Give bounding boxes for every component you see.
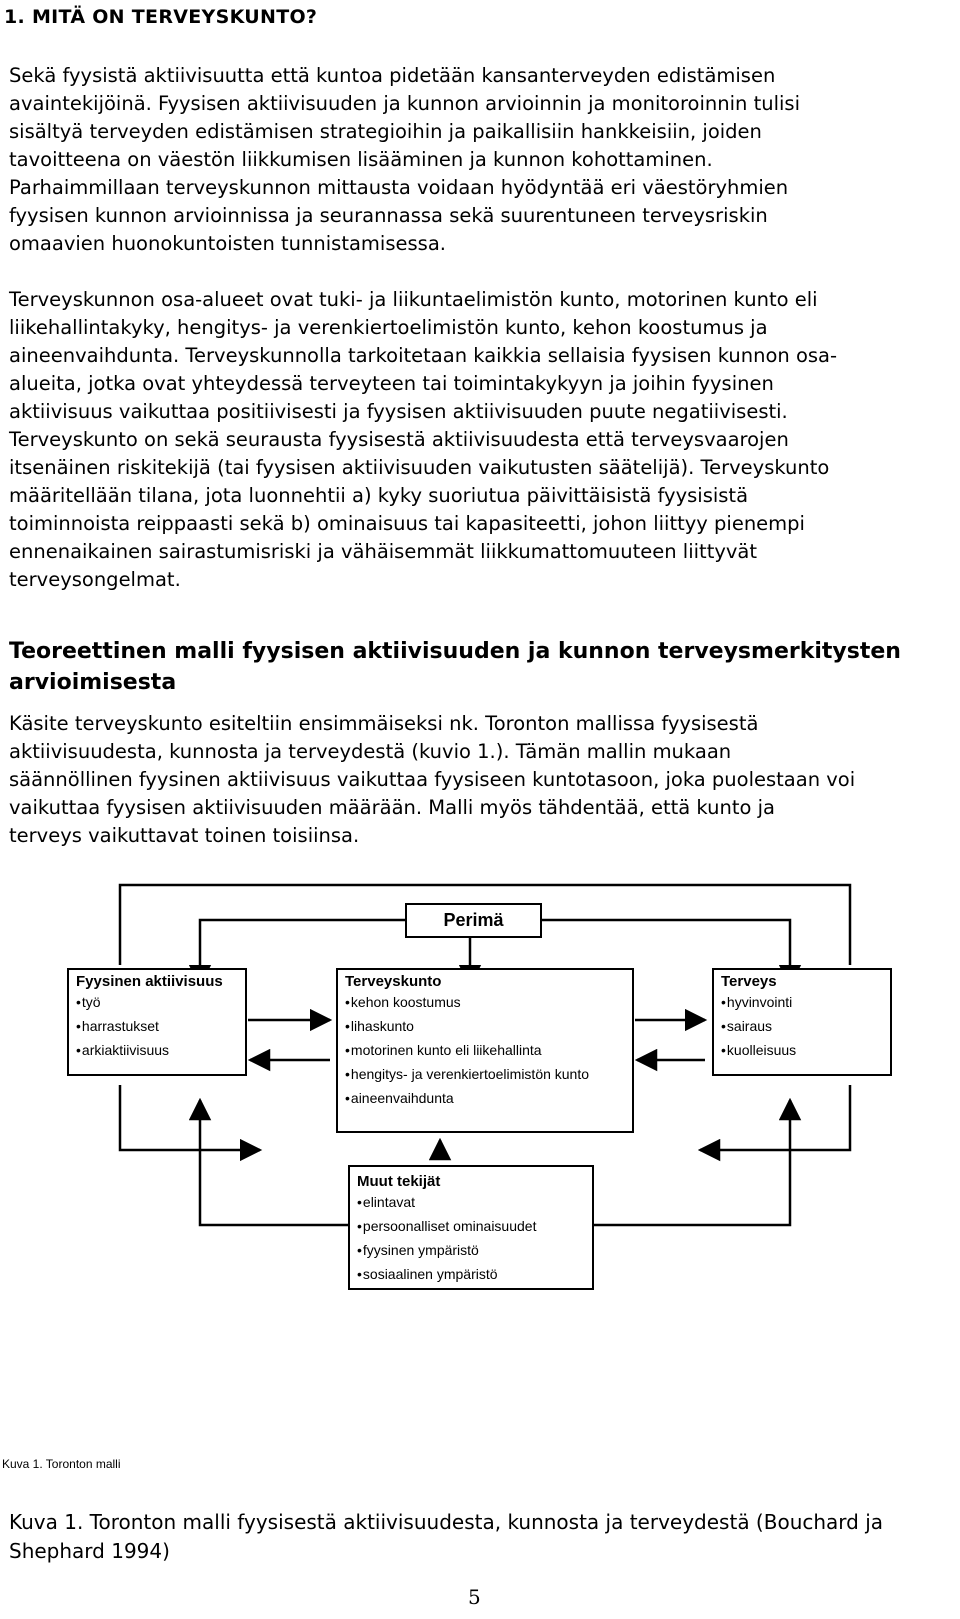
- text-line: tavoitteena on väestön liikkumisen lisääminen ja kunnon kohottaminen.: [9, 148, 713, 171]
- text-line: Parhaimmillaan terveyskunnon mittausta voidaan hyödyntää eri väestöryhmien: [9, 176, 789, 199]
- list-item: • sosiaalinen ympäristö: [357, 1262, 585, 1286]
- box-title: Muut tekijät: [357, 1173, 441, 1190]
- list-item: • lihaskunto: [345, 1014, 625, 1038]
- text-line: avaintekijöinä. Fyysisen aktiivisuuden ja kunnon arvioinnin ja monitoroinnin tulisi: [9, 92, 801, 115]
- text-line: Käsite terveyskunto esiteltiin ensimmäiseksi nk. Toronton mallissa fyysisestä: [9, 712, 759, 735]
- text-line: ennenaikainen sairastumisriski ja vähäisemmät liikkumattomuuteen liittyvät: [9, 540, 758, 563]
- text-line: Terveyskunto on sekä seurausta fyysisestä aktiivisuudesta että terveysvaarojen: [9, 428, 789, 451]
- list-item: • työ: [76, 990, 238, 1014]
- text-line: aktiivisuudesta, kunnosta ja terveydestä (kuvio 1.). Tämän mallin mukaan: [9, 740, 732, 763]
- list-item: • elintavat: [357, 1190, 585, 1214]
- text-line: fyysisen kunnon arvioinnissa ja seurannassa sekä suurentuneen terveysriskin: [9, 204, 768, 227]
- text-line: aineenvaihdunta. Terveyskunnolla tarkoitetaan kaikkia sellaisia fyysisen kunnon osa-: [9, 344, 838, 367]
- list-item: • sairaus: [721, 1014, 883, 1038]
- text-line: sisältyä terveyden edistämisen strategioihin ja paikallisiin hankkeisiin, joiden: [9, 120, 762, 143]
- terveys-box: [712, 968, 892, 1076]
- text-line: itsenäinen riskitekijä (tai fyysisen aktiivisuuden vaikutusten säätelijä). Terveyskunto: [9, 456, 830, 479]
- loop-bottom-left: [120, 1085, 260, 1150]
- text-line: Terveyskunnon osa-alueet ovat tuki- ja liikuntaelimistön kunto, motorinen kunto eli: [9, 288, 818, 311]
- text-line: terveysongelmat.: [9, 568, 181, 591]
- page-number: 5: [468, 1585, 481, 1609]
- subheading: Teoreettinen malli fyysisen aktiivisuuden ja kunnon terveysmerkitysten arvioimisesta: [9, 639, 901, 695]
- list-item: • arkiaktiivisuus: [76, 1038, 238, 1062]
- list-item: • motorinen kunto eli liikehallinta: [345, 1038, 625, 1062]
- box-title: Terveyskunto: [345, 973, 442, 990]
- text-line: alueita, jotka ovat yhteydessä terveyteen tai toimintakykyyn ja joihin fyysinen: [9, 372, 774, 395]
- terveyskunto-box: [336, 968, 634, 1133]
- text-line: Sekä fyysistä aktiivisuutta että kuntoa pidetään kansanterveyden edistämisen: [9, 64, 776, 87]
- text-line: liikehallintakyky, hengitys- ja verenkiertoelimistön kunto, kehon koostumus ja: [9, 316, 768, 339]
- list-item: • aineenvaihdunta: [345, 1086, 625, 1110]
- box-title: Terveys: [721, 973, 777, 990]
- text-line: määritellään tilana, jota luonnehtii a) kyky suoriutua päivittäisistä fyysisistä: [9, 484, 749, 507]
- text-line: toiminnoista reippaasti sekä b) ominaisuus tai kapasiteetti, johon liittyy pienempi: [9, 512, 805, 535]
- list-item: • hengitys- ja verenkiertoelimistön kunto: [345, 1062, 625, 1086]
- figure-label: Kuva 1. Toronton malli: [2, 1457, 121, 1471]
- list-item: • kuolleisuus: [721, 1038, 883, 1062]
- list-item: • harrastukset: [76, 1014, 238, 1038]
- text-line: aktiivisuus vaikuttaa positiivisesti ja fyysisen aktiivisuuden puute negatiivisesti.: [9, 400, 788, 423]
- muut-tekijat-box: [348, 1165, 594, 1290]
- perima-box: Perimä: [405, 903, 542, 938]
- text-line: omaavien huonokuntoisten tunnistamisessa.: [9, 232, 446, 255]
- text-line: säännöllinen fyysinen aktiivisuus vaikuttaa fyysiseen kuntotasoon, joka puolestaan voi: [9, 768, 856, 791]
- list-item: • persoonalliset ominaisuudet: [357, 1214, 585, 1238]
- section-heading: 1. MITÄ ON TERVEYSKUNTO?: [4, 6, 318, 28]
- text-line: terveys vaikuttavat toinen toisiinsa.: [9, 824, 360, 847]
- list-item: • hyvinvointi: [721, 990, 883, 1014]
- text-line: vaikuttaa fyysisen aktiivisuuden määrään. Malli myös tähdentää, että kunto ja: [9, 796, 775, 819]
- loop-bottom-right: [700, 1085, 850, 1150]
- box-title: Fyysinen aktiivisuus: [76, 973, 223, 990]
- list-item: • fyysinen ympäristö: [357, 1238, 585, 1262]
- list-item: • kehon koostumus: [345, 990, 625, 1014]
- fyysinen-aktiivisuus-box: [67, 968, 247, 1076]
- figure-caption: Kuva 1. Toronton malli fyysisestä aktiivisuudesta, kunnosta ja terveydestä (Bouchard ja Shephard 1994): [9, 1510, 884, 1563]
